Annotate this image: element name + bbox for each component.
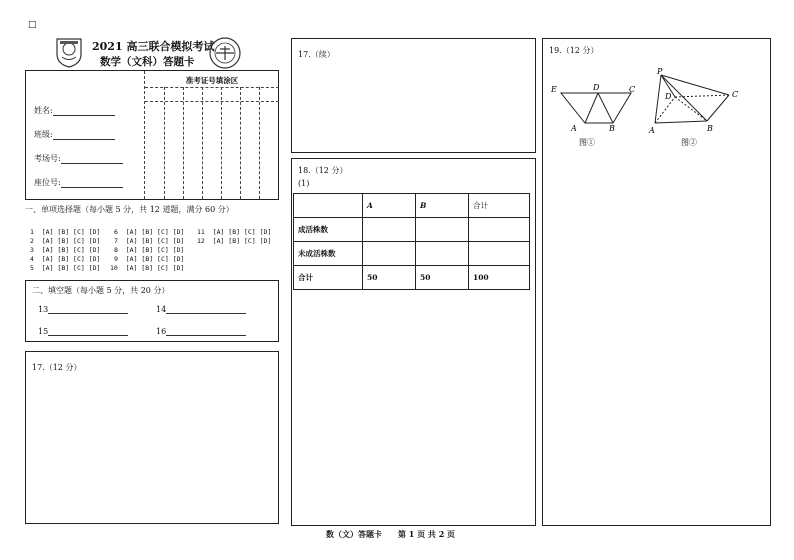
q19-answer-area[interactable] xyxy=(542,38,771,526)
q18-label: 18.（12 分） xyxy=(298,166,348,175)
q18-sub-label: (1) xyxy=(298,179,310,188)
mc-question-11[interactable]: 11 [A] [B] [C] [D] xyxy=(197,228,272,236)
fill-blank-13[interactable]: 13 xyxy=(38,305,128,314)
mc-question-12[interactable]: 12 [A] [B] [C] [D] xyxy=(197,237,272,245)
q17-label: 17.（12 分） xyxy=(32,363,82,372)
fig1-edge-da xyxy=(585,93,598,123)
fig1-edge-db xyxy=(598,93,613,123)
table-cell: 合计 xyxy=(294,266,363,290)
fig1-label-b: B xyxy=(609,124,615,133)
section1-heading: 一、单项选择题（每小题 5 分，共 12 道题，满分 60 分） xyxy=(25,205,234,214)
q18-answer-area[interactable] xyxy=(291,158,536,526)
fig2-label-p: P xyxy=(657,67,663,76)
mc-question-10[interactable]: 10 [A] [B] [C] [D] xyxy=(110,264,185,272)
student-info-box xyxy=(25,70,279,200)
section2-heading: 二、填空题（每小题 5 分，共 20 分） xyxy=(32,286,170,295)
mc-question-3[interactable]: 3 [A] [B] [C] [D] xyxy=(30,246,101,254)
mc-question-7[interactable]: 7 [A] [B] [C] [D] xyxy=(114,237,185,245)
fig2-label-b: B xyxy=(707,124,713,133)
mc-question-2[interactable]: 2 [A] [B] [C] [D] xyxy=(30,237,101,245)
ticket-column xyxy=(221,87,222,199)
table-cell: 100 xyxy=(469,266,530,290)
table-cell: 50 xyxy=(416,266,469,290)
table-cell: 合计 xyxy=(469,194,530,218)
table-cell: 50 xyxy=(363,266,416,290)
room-label: 考场号: xyxy=(34,154,61,163)
fig2-label-c: C xyxy=(732,90,739,99)
fig2-label-a: A xyxy=(649,126,655,135)
table-row xyxy=(294,218,530,242)
ticket-column xyxy=(183,87,184,199)
ticket-number-area[interactable] xyxy=(144,71,279,199)
fig2-edge-ab xyxy=(655,121,707,123)
figure-1-diagram xyxy=(547,79,647,141)
q17-continued-area[interactable] xyxy=(291,38,536,153)
seat-field[interactable] xyxy=(34,177,123,188)
school-logo-right xyxy=(208,36,242,70)
table-cell[interactable] xyxy=(363,218,416,242)
class-label: 班级: xyxy=(34,130,53,139)
table-cell: 未成活株数 xyxy=(294,242,363,266)
table-cell[interactable] xyxy=(416,242,469,266)
table-cell[interactable] xyxy=(469,242,530,266)
table-row xyxy=(294,266,530,290)
mc-question-8[interactable]: 8 [A] [B] [C] [D] xyxy=(114,246,185,254)
fill-blank-15[interactable]: 15 xyxy=(38,327,128,336)
q17-answer-area[interactable] xyxy=(25,351,279,524)
ticket-column xyxy=(202,87,203,199)
q18-table xyxy=(293,193,530,290)
table-cell[interactable] xyxy=(363,242,416,266)
ticket-area-title: 准考证号填涂区 xyxy=(185,76,239,85)
mc-question-6[interactable]: 6 [A] [B] [C] [D] xyxy=(114,228,185,236)
exam-title: 2021 高三联合模拟考试 xyxy=(92,40,215,53)
table-cell[interactable] xyxy=(469,218,530,242)
table-cell[interactable] xyxy=(416,218,469,242)
name-field[interactable] xyxy=(34,105,115,116)
figure-2-caption: 图② xyxy=(681,138,697,147)
mc-question-1[interactable]: 1 [A] [B] [C] [D] xyxy=(30,228,101,236)
fig1-label-e: E xyxy=(551,85,557,94)
table-header-row xyxy=(294,194,530,218)
figure-1-caption: 图① xyxy=(579,138,595,147)
fig2-edge-bc xyxy=(707,95,729,121)
fig1-label-c: C xyxy=(629,85,636,94)
fill-blank-14[interactable]: 14 xyxy=(156,305,246,314)
mc-question-5[interactable]: 5 [A] [B] [C] [D] xyxy=(30,264,101,272)
fig2-label-d: D xyxy=(665,92,672,101)
table-cell xyxy=(294,194,363,218)
table-row xyxy=(294,242,530,266)
figure-2-diagram xyxy=(645,65,755,141)
ticket-column xyxy=(259,87,260,199)
class-field[interactable] xyxy=(34,129,115,140)
mc-question-4[interactable]: 4 [A] [B] [C] [D] xyxy=(30,255,101,263)
corner-mark: □ xyxy=(28,20,37,30)
fig2-edge-db xyxy=(675,97,707,121)
q19-label: 19.（12 分） xyxy=(549,46,599,55)
q17-continued-label: 17.（续） xyxy=(298,50,335,59)
ticket-column xyxy=(164,87,165,199)
fig1-label-a: A xyxy=(571,124,577,133)
answer-sheet-title: 数学（文科）答题卡 xyxy=(100,56,195,68)
name-label: 姓名: xyxy=(34,106,53,115)
table-cell: A xyxy=(363,194,416,218)
section2-box xyxy=(25,280,279,342)
school-logo-left xyxy=(54,36,84,68)
page-footer: 数（文）答题卡 第 1 页 共 2 页 xyxy=(326,529,456,539)
ticket-column xyxy=(240,87,241,199)
table-cell: 成活株数 xyxy=(294,218,363,242)
table-cell: B xyxy=(416,194,469,218)
fig2-edge-dc xyxy=(675,95,729,97)
room-field[interactable] xyxy=(34,153,123,164)
fill-blank-16[interactable]: 16 xyxy=(156,327,246,336)
seat-label: 座位号: xyxy=(34,178,61,187)
fig1-label-d: D xyxy=(593,83,600,92)
mc-question-9[interactable]: 9 [A] [B] [C] [D] xyxy=(114,255,185,263)
